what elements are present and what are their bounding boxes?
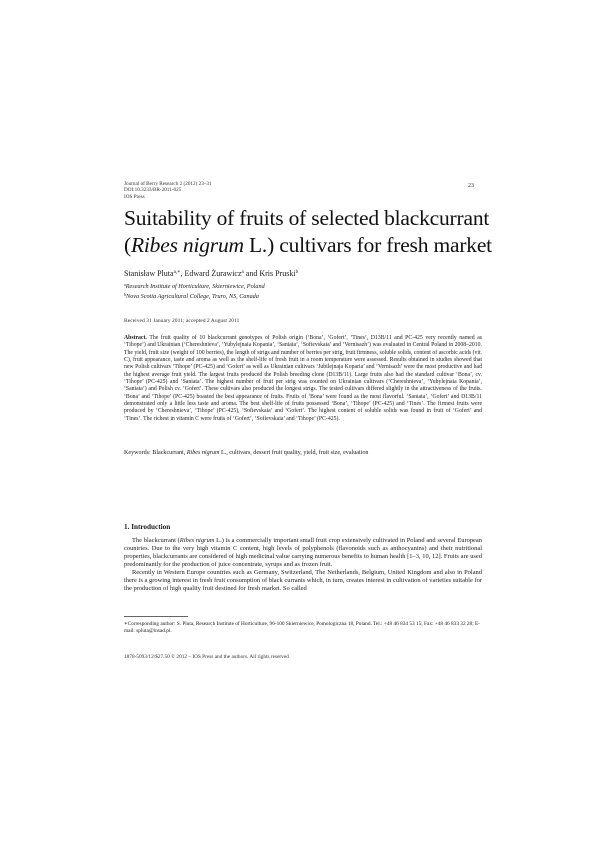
affiliations — [124, 281, 482, 301]
paragraph-1-rest: L.) is a commercially important small fruit crop extensively cultivated in Poland and several European countries. Due to the very high vitamin C content, high levels of polyphenols (flavonoids such as anthocyanins) and their nutritional properties, blackcurrants are considered of high medicinal value carrying numerous benefits to human health [1–3, 10, 12]. Fruits are used predominantly for the production of juice concentrate, syrups and as frozen fruit. — [124, 537, 482, 569]
affiliation-a — [124, 281, 482, 291]
title-paren: ( — [124, 233, 131, 257]
paragraph-2: Recently in Western Europe countries such as Germany, Switzerland, The Netherlands, Belgium, United Kingdom and also in Poland there is a growing interest in fresh fruit consumption of black currants which, in turn, creates interest in cultivation of varieties suitable for the production of high quality fruit destined for fresh market. So called — [124, 569, 482, 593]
journal-citation: Journal of Berry Research 2 (2012) 23–31 — [124, 181, 212, 187]
affiliation-b-mark: b — [124, 292, 126, 297]
copyright-line: 1878-5093/12/$27.50 © 2012 – IOS Press and the authors. All rights reserved — [124, 654, 289, 660]
affiliation-a-text: Research Institute of Horticulture, Skierniewice, Poland — [125, 283, 265, 290]
paragraph-1 — [124, 537, 482, 569]
affiliation-a-mark: a — [124, 282, 126, 287]
paragraph-1-species: Ribes nigrum — [179, 537, 215, 544]
paragraph-1-start: The blackcurrant ( — [132, 537, 180, 544]
affiliation-b-text: Nova Scotia Agricultural College, Truro, NS, Canada — [126, 293, 259, 300]
author-1-affiliation: a,∗ — [173, 270, 181, 275]
received-dates: Received 31 January 2011; accepted 2 August 2011 — [124, 318, 240, 324]
author-1: Stanisław Pluta — [124, 269, 174, 278]
keywords-species: Ribes nigrum — [186, 450, 220, 456]
journal-doi: DOI:10.3233/BR-2011-025 — [124, 187, 182, 194]
keywords-rest: L., cultivars, dessert fruit quality, yield, fruit size, evaluation — [219, 450, 369, 456]
author-list — [124, 268, 482, 279]
title-species: Ribes nigrum — [130, 233, 244, 257]
author-separator: and — [243, 269, 260, 278]
author-3: Kris Pruski — [259, 269, 296, 278]
section-heading-introduction: 1. Introduction — [124, 523, 171, 531]
introduction-body — [124, 537, 482, 593]
title-line-2-rest: L.) cultivars for fresh market — [243, 233, 492, 257]
corresponding-author-footnote: ∗Corresponding author: S. Pluta, Research Institute of Horticulture, 96-100 Skierniewice, Pomologiczna 18, Poland. Tel.: +48 46 834 53 15; Fax: +48 46 833 32 28; E-mail: spluta@insad.pl. — [124, 621, 481, 634]
page-number: 23 — [468, 183, 474, 189]
author-2-affiliation: a — [241, 270, 244, 275]
abstract — [124, 335, 482, 423]
title-line-1: Suitability of fruits of selected blackcurrant — [124, 206, 490, 230]
journal-header — [124, 181, 482, 200]
abstract-text: The fruit quality of 10 blackcurrant genotypes of Polish origin (‘Bona’, ‘Gofert’, ‘Tines’, D13B/11 and PC-425 very recently named as ‘Tihope’) and Ukrainian (‘Chereshnieva’, ‘Yubylejnaia Kopania’, ‘Saniata’, ‘Sofievskaia’ and ‘Vernisazh’) was evaluated in Central Poland in 2008–2010. The yield, fruit size (weight of 100 berries), the length of strigs and number of berries per strig, fruit firmness, soluble solids, content of ascorbic acids (vit. C), fruit appearance, taste and aroma as well as the shelf-life of fresh fruit in a room temperature were assessed. Results obtained in studies showed that new Polish cultivars ‘Tihope’ (PC-425) and ‘Gofert’ as well as Ukrainian cultivars ‘Jubilejnaja Koparia’ and ‘Vernisazh’ were the most productive and had the highest average fruit yield. The largest fruits produced the Polish breeding clone (D13B/11). Large fruits also had the standard cultivar ‘Bona’, cv. ‘Tihope’ (PC-425) and ‘Saniata’. The highest number of fruit per strig was counted on Ukrainian cultivars (‘Chereshnieva’, ‘Yubylejnaia Kopania’, ‘Saniata’) and Polish cv. ‘Gofert’. These cultivars also produced the longest strigs. The tested cultivars differed slightly in the attractiveness of the fruits. ‘Bona’ and ‘Tihope’ (PC-425) boasted the best appearance of fruits. Fruits of ‘Bona’ were found as the most flavorful. ‘Saniata’, ‘Gofert’ and D13B/11 demonstrated only a little less taste and aroma. The best shelf-life of fruits possessed ‘Bona’, ‘Tihope’ (PC-425) and ‘Tines’. The firmest fruits were produced by ‘Chereshnieva’, ‘Tihope’ (PC-425), ‘Sofievskaia’ and ‘Gofert’. The highest content of soluble solids was found in fruit of ‘Gofert’ and ‘Tines’. The richest in vitamin C were fruits of ‘Gofert’, ‘Sofievskaia’ and ‘Tihope’ (PC-425). — [124, 335, 482, 422]
author-2: Edward Żurawicz — [184, 269, 242, 278]
journal-publisher: IOS Press — [124, 193, 145, 200]
keywords — [124, 449, 482, 457]
keywords-lead: Keywords: Blackcurrant, — [124, 450, 187, 456]
paper-title — [124, 205, 492, 259]
affiliation-b — [124, 291, 482, 301]
abstract-label: Abstract. — [124, 335, 147, 341]
author-separator: , — [180, 269, 185, 278]
title-line-2 — [124, 232, 492, 259]
footnote-rule — [124, 616, 188, 617]
author-3-affiliation: b — [295, 270, 299, 275]
